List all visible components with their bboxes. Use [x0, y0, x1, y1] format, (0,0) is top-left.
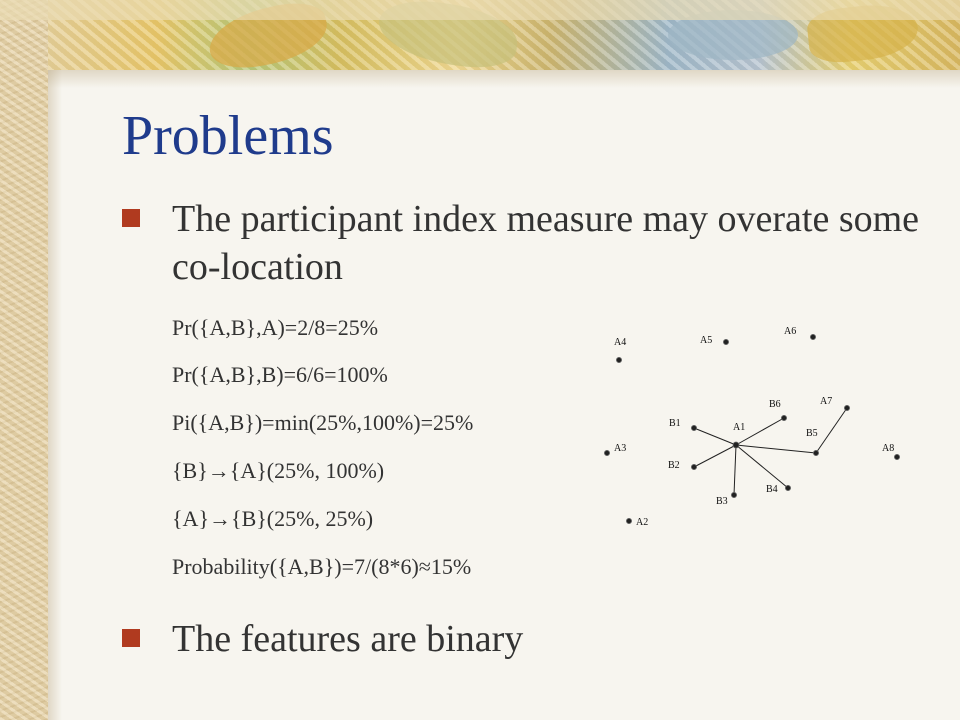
point-label-b1: B1 [669, 418, 681, 429]
point-a2 [626, 518, 631, 523]
co-location-point-diagram [596, 320, 916, 570]
point-label-a8: A8 [882, 443, 895, 454]
point-a7 [844, 405, 849, 410]
point-b1 [691, 425, 696, 430]
formula-pr-a: Pr({A,B},A)=2/8=25% [172, 315, 379, 340]
point-label-a1: A1 [733, 422, 746, 433]
formula-rule-b-a: {B}→{A}(25%, 100%) [172, 458, 385, 483]
point-b3 [731, 492, 736, 497]
edge-a1-b3 [734, 445, 736, 495]
point-label-b3: B3 [716, 496, 728, 507]
edge-a1-b2 [694, 445, 736, 467]
point-label-a4: A4 [614, 337, 627, 348]
point-a8 [894, 454, 899, 459]
edge-b5-a7 [816, 408, 847, 453]
formula-pr-b: Pr({A,B},B)=6/6=100% [172, 362, 388, 387]
strip-shadow [48, 70, 62, 720]
banner-shadow [48, 70, 960, 88]
point-b4 [785, 485, 790, 490]
point-label-b6: B6 [769, 399, 781, 410]
point-a1 [733, 442, 739, 448]
point-a6 [810, 334, 815, 339]
edge-a1-b4 [736, 445, 788, 488]
point-b5 [813, 450, 818, 455]
decorative-top-band [0, 0, 960, 20]
point-label-b4: B4 [766, 484, 778, 495]
formula-probability: Probability({A,B})=7/(8*6)≈15% [172, 554, 472, 579]
square-bullet-icon [122, 209, 140, 227]
point-label-b2: B2 [668, 460, 680, 471]
formula-pi: Pi({A,B})=min(25%,100%)=25% [172, 410, 474, 435]
edge-a1-b5 [736, 445, 816, 453]
point-label-a3: A3 [614, 443, 627, 454]
point-label-a5: A5 [700, 335, 713, 346]
formula-rule-a-b: {A}→{B}(25%, 25%) [172, 506, 374, 531]
slide-title: Problems [122, 105, 334, 167]
point-b6 [781, 415, 786, 420]
point-label-a2: A2 [636, 517, 649, 528]
decorative-left-strip [0, 0, 48, 720]
point-label-a6: A6 [784, 326, 797, 337]
square-bullet-icon [122, 629, 140, 647]
point-b2 [691, 464, 696, 469]
point-a3 [604, 450, 609, 455]
point-a5 [723, 339, 728, 344]
bullet-text-features-binary: The features are binary [172, 618, 524, 660]
edge-a1-b1 [694, 428, 736, 445]
point-label-a7: A7 [820, 396, 833, 407]
point-a4 [616, 357, 621, 362]
bullet-text-participant-index: The participant index measure may overate some co-location [172, 198, 920, 288]
point-label-b5: B5 [806, 428, 818, 439]
